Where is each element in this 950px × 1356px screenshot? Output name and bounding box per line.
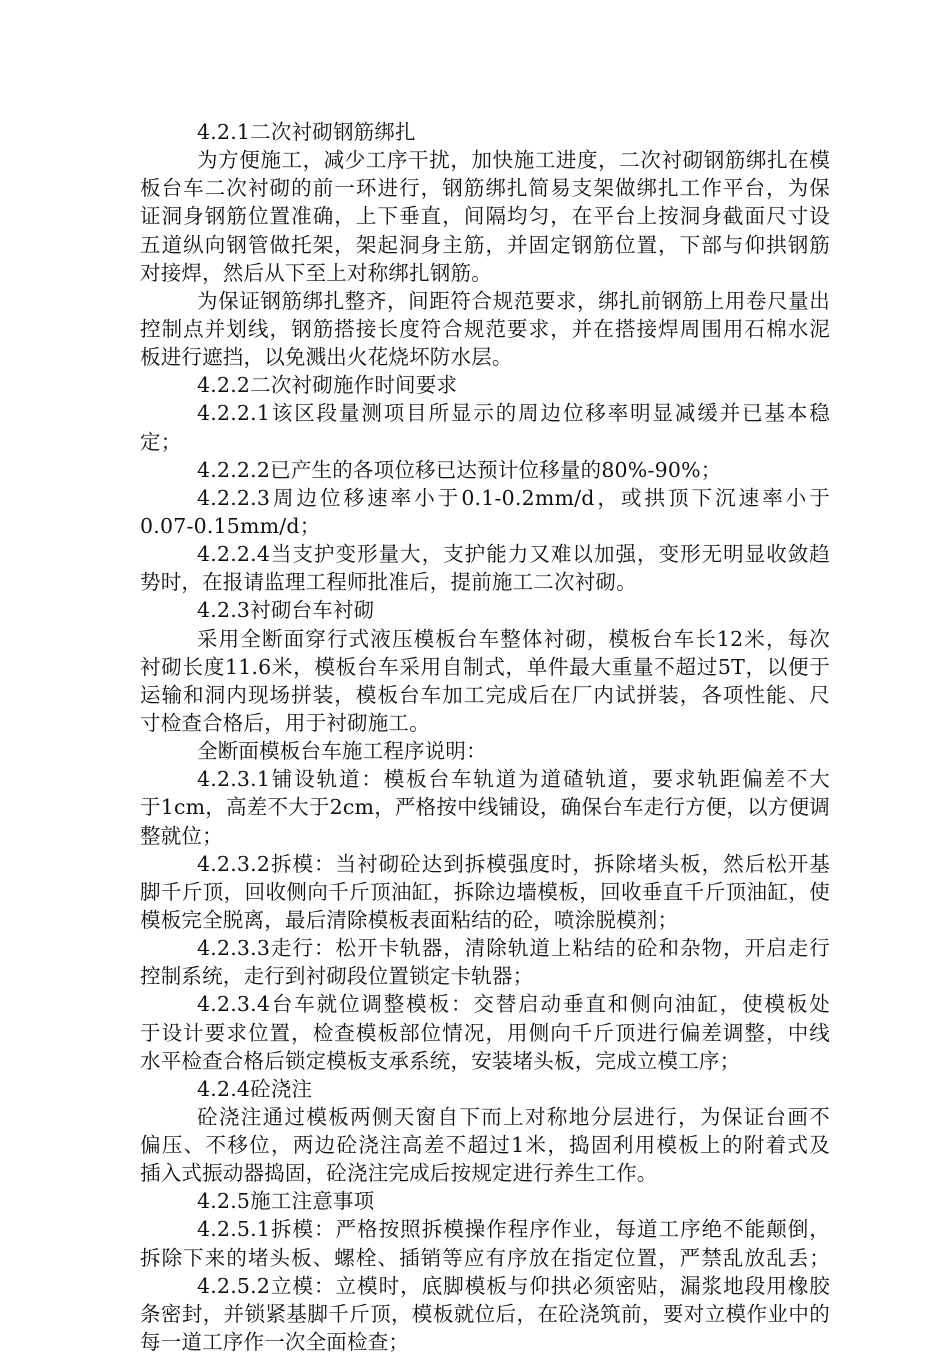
text-line: 采用全断面穿行式液压模板台车整体衬砌，模板台车长12米，每次 (197, 626, 830, 651)
text-line: 定； (140, 429, 182, 454)
text-line: 拆除下来的堵头板、螺栓、插销等应有序放在指定位置，严禁乱放乱丢； (140, 1245, 830, 1270)
text-line: 4.2.1二次衬砌钢筋绑扎 (197, 120, 416, 144)
text-line: 对接焊，然后从下至上对称绑扎钢筋。 (140, 260, 492, 285)
text-line: 4.2.4砼浇注 (197, 1076, 313, 1101)
text-line: 4.2.3.1铺设轨道：模板台车轨道为道碴轨道，要求轨距偏差不大 (197, 767, 830, 792)
text-line: 4.2.2.1该区段量测项目所显示的周边位移率明显减缓并已基本稳 (197, 401, 830, 426)
text-line: 于设计要求位置，检查模板部位情况，用侧向千斤顶进行偏差调整，中线 (140, 1020, 830, 1045)
text-line: 势时，在报请监理工程师批准后，提前施工二次衬砌。 (140, 570, 637, 595)
text-line: 水平检查合格后锁定模板支承系统，安装堵头板，完成立模工序； (140, 1048, 741, 1073)
text-line: 板台车二次衬砌的前一环进行，钢筋绑扎简易支架做绑扎工作平台，为保 (140, 176, 830, 201)
text-line: 于1cm，高差不大于2cm，严格按中线铺设，确保台车走行方便，以方便调 (140, 795, 830, 820)
text-line: 4.2.2二次衬砌施作时间要求 (197, 373, 458, 398)
text-line: 4.2.2.2已产生的各项位移已达预计位移量的80%-90%； (197, 457, 722, 482)
text-line: 为方便施工，减少工序干扰，加快施工进度，二次衬砌钢筋绑扎在模 (197, 148, 830, 173)
text-line: 板进行遮挡，以免溅出火花烧坏防水层。 (140, 345, 513, 370)
text-line: 0.07-0.15mm/d； (140, 513, 321, 538)
text-line: 脚千斤顶，回收侧向千斤顶油缸，拆除边墙模板，回收垂直千斤顶油缸，使 (140, 879, 830, 904)
text-line: 五道纵向钢管做托架，架起洞身主筋，并固定钢筋位置，下部与仰拱钢筋 (140, 232, 830, 257)
text-line: 4.2.3.4台车就位调整模板：交替启动垂直和侧向油缸，使模板处 (197, 992, 830, 1017)
text-line: 衬砌长度11.6米，模板台车采用自制式，单件最大重量不超过5T，以便于 (140, 654, 830, 679)
text-line: 控制系统，走行到衬砌段位置锁定卡轨器； (140, 964, 534, 989)
text-line: 4.2.5.2立模：立模时，底脚模板与仰拱必须密贴，漏浆地段用橡胶 (197, 1273, 830, 1298)
text-line: 插入式振动器捣固，砼浇注完成后按规定进行养生工作。 (140, 1161, 658, 1186)
text-line: 证洞身钢筋位置准确，上下垂直，间隔均匀，在平台上按洞身截面尺寸设 (140, 204, 830, 229)
text-line: 砼浇注通过模板两侧天窗自下而上对称地分层进行，为保证台画不 (197, 1104, 830, 1129)
text-line: 运输和洞内现场拼装，模板台车加工完成后在厂内试拼装，各项性能、尺 (140, 682, 830, 707)
text-line: 4.2.5施工注意事项 (197, 1189, 375, 1214)
text-line: 4.2.2.3周边位移速率小于0.1-0.2mm/d，或拱顶下沉速率小于 (197, 485, 830, 510)
document-body (140, 118, 830, 1356)
text-line: 条密封，并锁紧基脚千斤顶，模板就位后，在砼浇筑前，要对立模作业中的 (140, 1301, 830, 1326)
text-line: 4.2.3.2拆模：当衬砌砼达到拆模强度时，拆除堵头板，然后松开基 (197, 851, 830, 876)
text-line: 4.2.3衬砌台车衬砌 (197, 598, 375, 623)
text-line: 控制点并划线，钢筋搭接长度符合规范要求，并在搭接焊周围用石棉水泥 (140, 316, 830, 341)
text-line: 每一道工序作一次全面检查； (140, 1330, 410, 1355)
text-line: 模板完全脱离，最后清除模板表面粘结的砼，喷涂脱模剂； (140, 907, 679, 932)
text-line: 4.2.5.1拆模：严格按照拆模操作程序作业，每道工序绝不能颠倒， (197, 1217, 830, 1242)
text-line: 整就位； (140, 823, 223, 848)
text-line: 为保证钢筋绑扎整齐，间距符合规范要求，绑扎前钢筋上用卷尺量出 (197, 288, 830, 313)
text-line: 4.2.3.3走行：松开卡轨器，清除轨道上粘结的砼和杂物，开启走行 (197, 936, 830, 961)
text-line: 寸检查合格后，用于衬砌施工。 (140, 710, 430, 735)
text-line: 偏压、不移位，两边砼浇注高差不超过1米，捣固利用模板上的附着式及 (140, 1133, 830, 1158)
text-line: 全断面模板台车施工程序说明： (197, 739, 487, 764)
text-line: 4.2.2.4当支护变形量大，支护能力又难以加强，变形无明显收敛趋 (197, 542, 830, 567)
